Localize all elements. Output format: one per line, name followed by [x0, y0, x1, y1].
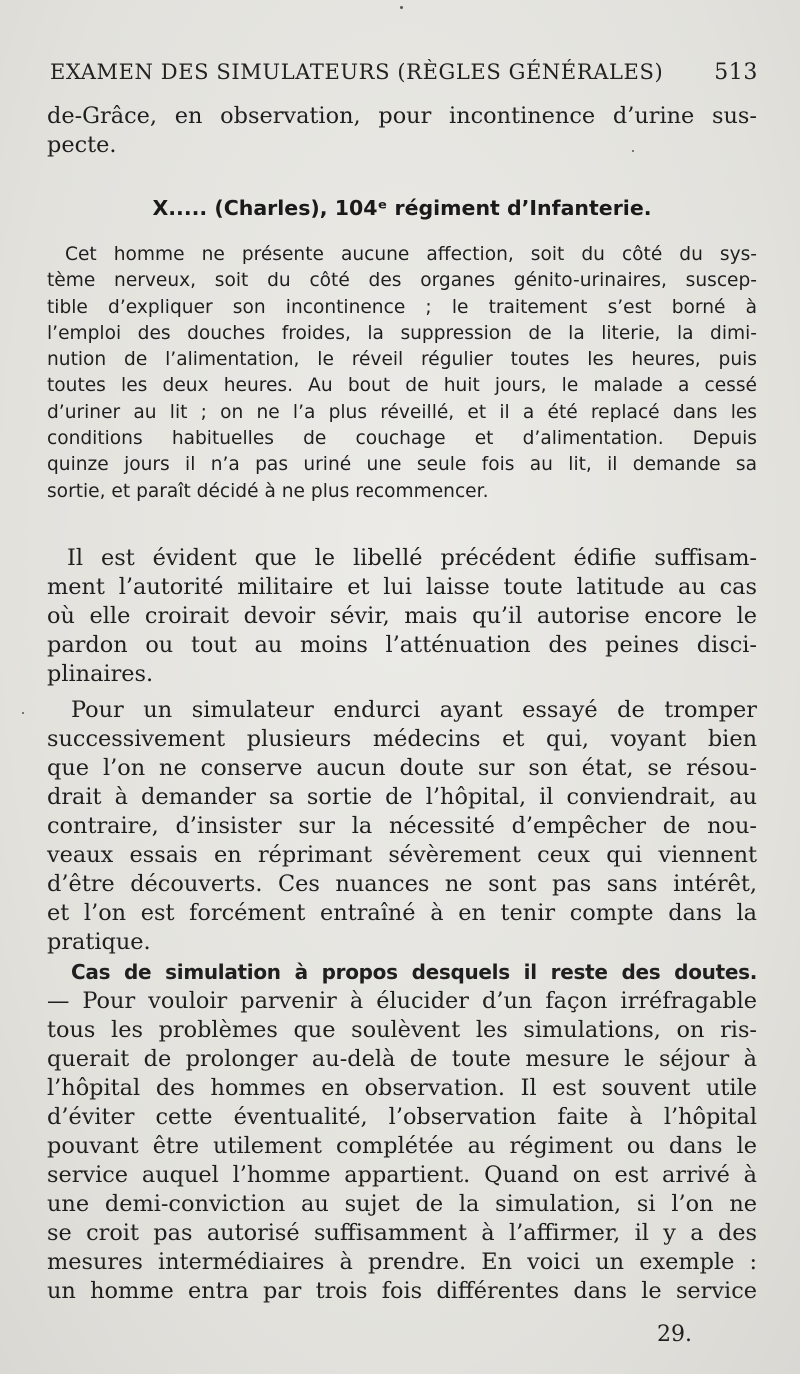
text-line: pecte. — [47, 132, 117, 158]
text-line: drait à demander sa sortie de l’hôpital, il conviendrait, au — [47, 784, 757, 810]
text-line: et l’on est forcément entraîné à en tenir compte dans la — [47, 900, 757, 926]
text-line: Cet homme ne présente aucune affection, soit du côté du sys- — [65, 244, 757, 265]
text-line: — Pour vouloir parvenir à élucider d’un façon irréfragable — [47, 988, 757, 1014]
signature-mark: 29. — [657, 1322, 692, 1347]
text-line: se croit pas autorisé suffisamment à l’affirmer, il y a des — [47, 1220, 757, 1246]
text-line: pratique. — [47, 929, 151, 955]
text-line: une demi-conviction au sujet de la simulation, si l’on ne — [47, 1191, 757, 1217]
text-line: d’uriner au lit ; on ne l’a plus réveillé, et il a été replacé dans les — [47, 401, 757, 423]
text-line: l’emploi des douches froides, la suppression de la literie, la dimi- — [47, 322, 757, 344]
running-title: EXAMEN DES SIMULATEURS (RÈGLES GÉNÉRALES) — [50, 60, 664, 84]
paragraph-3 — [47, 958, 757, 1306]
text-line: Pour un simulateur endurci ayant essayé de tromper — [71, 697, 757, 723]
speck — [22, 712, 24, 714]
text-line: où elle croirait devoir sévir, mais qu’il autorise encore le — [47, 603, 757, 629]
bold-lead — [47, 958, 757, 987]
text-line: querait de prolonger au-delà de toute mesure le séjour à — [47, 1046, 757, 1072]
text-line: nution de l’alimentation, le réveil régulier toutes les heures, puis — [47, 349, 757, 371]
text-line: plinaires. — [47, 661, 154, 687]
text-line: sortie, et paraît décidé à ne plus recommencer. — [47, 480, 489, 502]
speck — [400, 6, 403, 9]
text-line: conditions habituelles de couchage et d’alimentation. Depuis — [47, 428, 757, 450]
text-line: pouvant être utilement complétée au régiment ou dans le — [47, 1133, 757, 1159]
text-line: l’hôpital des hommes en observation. Il est souvent utile — [47, 1075, 757, 1101]
page-number: 513 — [714, 60, 758, 85]
text-line: tible d’expliquer son incontinence ; le traitement s’est borné à — [47, 296, 757, 318]
paragraph-2 — [47, 696, 757, 957]
running-header — [50, 60, 758, 85]
case-report — [47, 242, 757, 505]
text-line: d’être découverts. Ces nuances ne sont pas sans intérêt, — [47, 871, 757, 897]
case-heading: X..... (Charles), 104ᵉ régiment d’Infanterie. — [152, 196, 652, 220]
text-line: pardon ou tout au moins l’atténuation des peines disci- — [47, 632, 757, 658]
paragraph-1 — [47, 544, 757, 689]
intro-text — [47, 102, 757, 160]
text-line: tème nerveux, soit du côté des organes génito-urinaires, suscep- — [47, 270, 757, 292]
text-line: que l’on ne conserve aucun doute sur son état, se résou- — [47, 755, 757, 781]
text-line: ment l’autorité militaire et lui laisse toute latitude au cas — [47, 574, 757, 600]
text-line: mesures intermédiaires à prendre. En voici un exemple : — [47, 1249, 757, 1275]
text-line: service auquel l’homme appartient. Quand on est arrivé à — [47, 1162, 757, 1188]
section-subheading: Cas de simulation à propos desquels il reste des doutes. — [71, 960, 757, 984]
text-line: d’éviter cette éventualité, l’observation faite à l’hôpital — [47, 1104, 757, 1130]
text-line: contraire, d’insister sur la nécessité d’empêcher de nou- — [47, 813, 757, 839]
text-line: toutes les deux heures. Au bout de huit jours, le malade a cessé — [47, 375, 757, 397]
text-line: veaux essais en réprimant sévèrement ceux qui viennent — [47, 842, 757, 868]
text-line: successivement plusieurs médecins et qui, voyant bien — [47, 726, 757, 752]
text-line: de-Grâce, en observation, pour incontinence d’urine sus- — [47, 103, 757, 129]
text-line: un homme entra par trois fois différentes dans le service — [47, 1278, 757, 1304]
text-line: quinze jours il n’a pas uriné une seule fois au lit, il demande sa — [47, 454, 757, 476]
text-line: Il est évident que le libellé précédent édifie suffisam- — [67, 545, 757, 571]
text-line: tous les problèmes que soulèvent les simulations, on ris- — [47, 1017, 757, 1043]
